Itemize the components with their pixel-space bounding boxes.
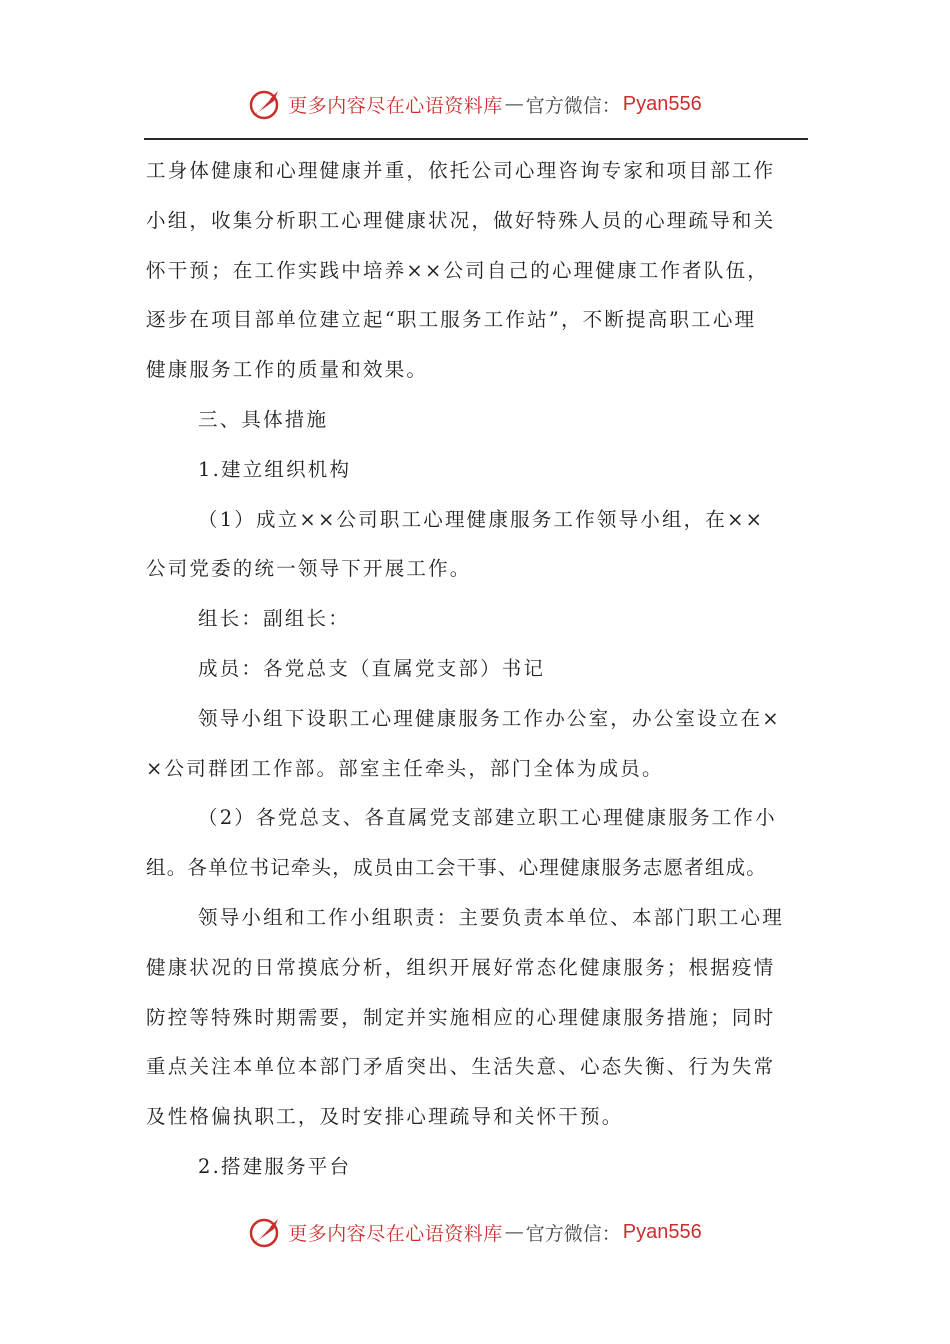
header-dash: —: [504, 93, 524, 115]
body-line: （1）成立××公司职工心理健康服务工作领导小组，在××: [198, 507, 765, 531]
section-heading: 三、具体措施: [198, 407, 329, 431]
body-line: 组。各单位书记牵头，成员由工会干事、心理健康服务志愿者组成。: [146, 856, 768, 880]
footer-wechat-id: Pyan556: [622, 1220, 702, 1243]
footer-banner: [0, 1210, 950, 1254]
header-wechat-id: Pyan556: [622, 92, 702, 115]
body-line: 组长：副组长：: [198, 607, 350, 631]
body-line: 怀干预；在工作实践中培养××公司自己的心理健康工作者队伍，: [146, 258, 769, 282]
body-line: 逐步在项目部单位建立起“职工服务工作站”，不断提高职工心理: [146, 308, 757, 332]
subsection-heading: 1.建立组织机构: [198, 457, 352, 481]
quill-pen-logo-icon: [248, 1215, 282, 1249]
body-line: 领导小组下设职工心理健康服务工作办公室，办公室设立在×: [198, 706, 781, 730]
body-line: 及性格偏执职工，及时安排心理疏导和关怀干预。: [146, 1105, 624, 1129]
body-line: 健康服务工作的质量和效果。: [146, 358, 429, 382]
body-line: 领导小组和工作小组职责：主要负责本单位、本部门职工心理: [198, 905, 784, 929]
body-line: 防控等特殊时期需要，制定并实施相应的心理健康服务措施；同时: [146, 1005, 776, 1029]
body-line: 小组，收集分析职工心理健康状况，做好特殊人员的心理疏导和关: [146, 208, 776, 232]
footer-dash: —: [504, 1221, 524, 1243]
document-body: [146, 146, 806, 1192]
subsection-heading: 2.搭建服务平台: [198, 1154, 352, 1178]
quill-pen-logo-icon: [248, 87, 282, 121]
body-line: （2）各党总支、各直属党支部建立职工心理健康服务工作小: [198, 806, 777, 830]
footer-wechat-label: 官方微信：: [525, 1222, 621, 1245]
body-line: ×公司群团工作部。部室主任牵头，部门全体为成员。: [146, 756, 664, 780]
header-wechat-label: 官方微信：: [525, 94, 621, 117]
body-line: 重点关注本单位本部门矛盾突出、生活失意、心态失衡、行为失常: [146, 1055, 776, 1079]
header-slogan: 更多内容尽在心语资料库: [288, 94, 503, 117]
body-line: 成员：各党总支（直属党支部）书记: [198, 656, 546, 680]
body-line: 健康状况的日常摸底分析，组织开展好常态化健康服务；根据疫情: [146, 955, 776, 979]
body-line: 工身体健康和心理健康并重，依托公司心理咨询专家和项目部工作: [146, 159, 776, 182]
header-banner: [0, 82, 950, 126]
body-line: 公司党委的统一领导下开展工作。: [146, 557, 472, 581]
footer-slogan: 更多内容尽在心语资料库: [288, 1222, 503, 1245]
header-divider: [144, 138, 808, 140]
